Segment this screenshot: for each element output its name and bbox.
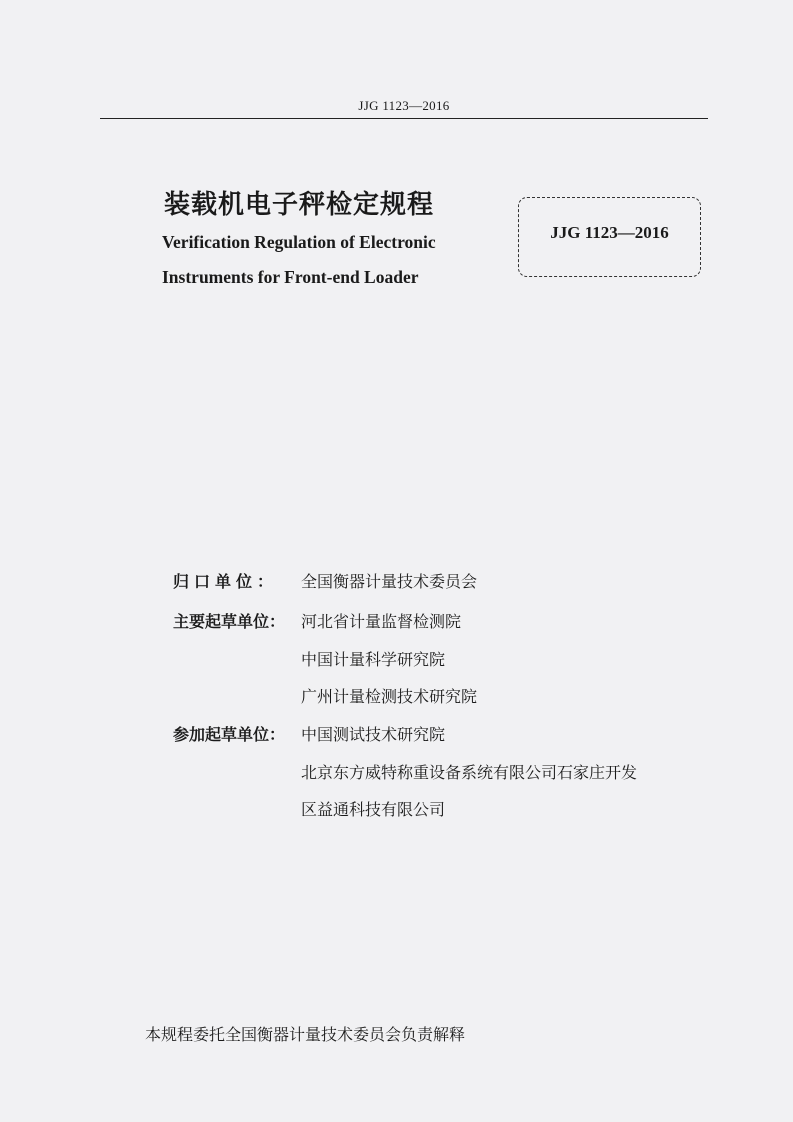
main-drafter-2: 中国计量科学研究院: [301, 650, 446, 669]
main-drafters-label: 主要起草单位：: [173, 612, 286, 631]
main-drafter-1: 河北省计量监督检测院: [301, 612, 462, 631]
participating-drafters-label: 参加起草单位：: [173, 725, 286, 744]
main-drafter-3: 广州计量检测技术研究院: [301, 687, 478, 706]
participating-drafter-2-continued: 区益通科技有限公司: [301, 800, 446, 819]
main-drafters-row: [173, 609, 461, 632]
regulation-code-box-text: JJG 1123—2016: [550, 223, 669, 242]
responsible-unit-label: 归口单位：: [173, 572, 279, 591]
responsible-unit-row: [173, 569, 477, 592]
participating-drafter-2: 北京东方威特称重设备系统有限公司石家庄开发: [301, 763, 638, 782]
title-english-line-2: Instruments for Front-end Loader: [162, 267, 419, 287]
participating-drafter-1: 中国测试技术研究院: [301, 725, 446, 744]
header-regulation-code: JJG 1123—2016: [358, 98, 450, 113]
header-divider: [100, 118, 708, 119]
interpretation-note: 本规程委托全国衡器计量技术委员会负责解释: [145, 1025, 466, 1044]
participating-drafters-row: [173, 722, 445, 745]
responsible-unit-value: 全国衡器计量技术委员会: [301, 572, 478, 591]
title-chinese: 装载机电子秤检定规程: [164, 190, 435, 220]
regulation-code-box: [518, 197, 701, 277]
title-english-line-1: Verification Regulation of Electronic: [162, 232, 436, 252]
